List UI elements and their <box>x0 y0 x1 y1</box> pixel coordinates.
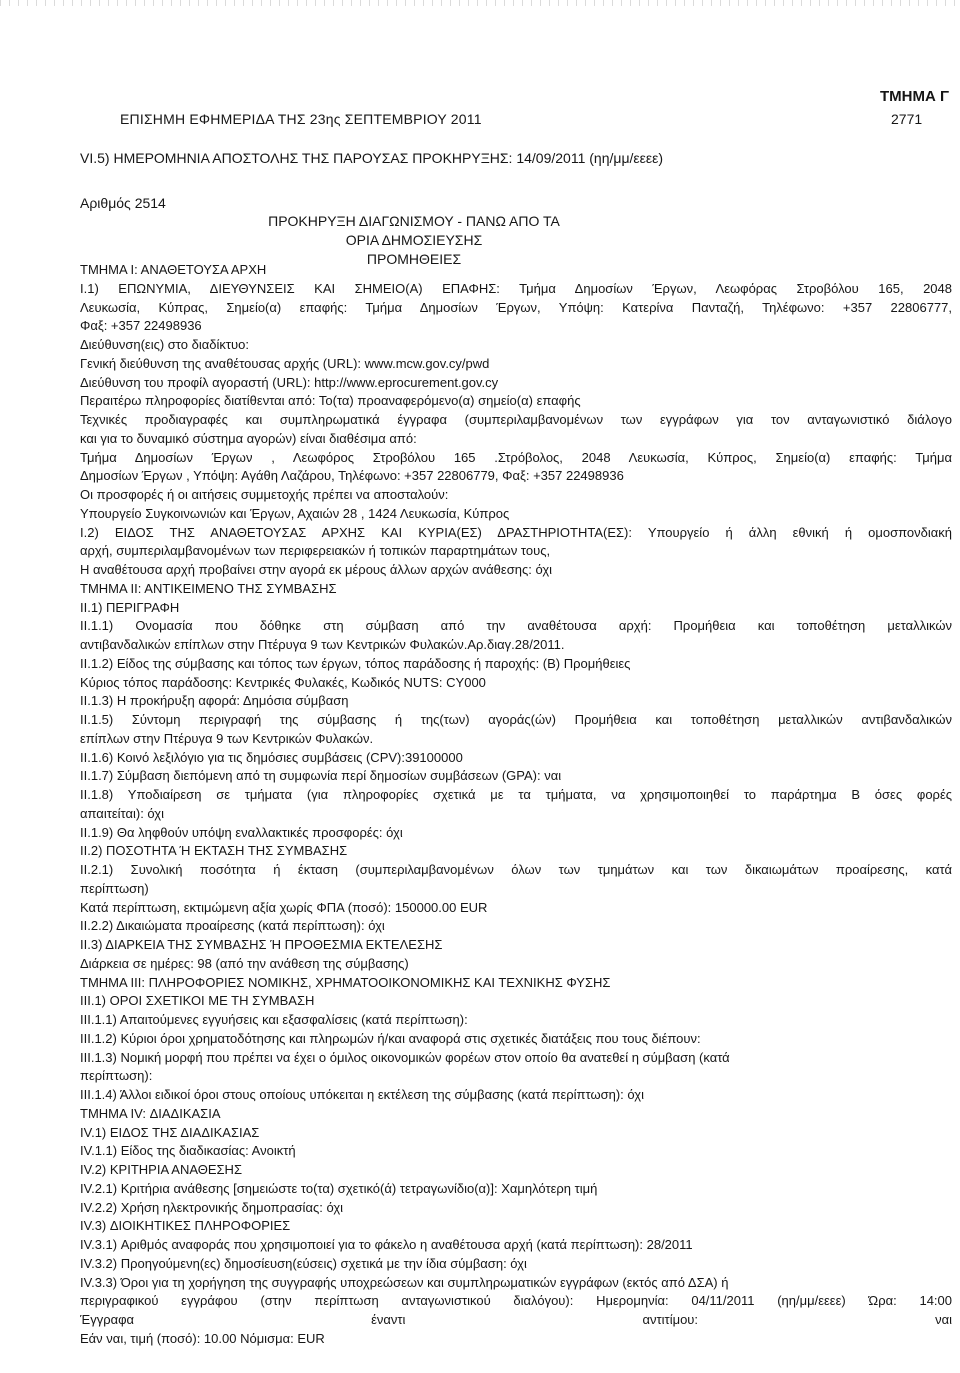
text-line: και για το δυναμικό σύστημα αγορών) είναι διαθέσιμα από: <box>80 430 417 446</box>
notice-title-line: ΠΡΟΚΗΡΥΞΗ ΔΙΑΓΩΝΙΣΜΟΥ - ΠΑΝΩ ΑΠΟ ΤΑ ΟΡΙΑ ΔΗΜΟΣΙΕΥΣΗΣ <box>268 213 560 248</box>
notice-body <box>80 261 960 1349</box>
text-line: περίπτωση) <box>80 880 149 896</box>
text-line: IV.1) ΕΙΔΟΣ ΤΗΣ ΔΙΑΔΙΚΑΣΙΑΣ <box>80 1124 260 1140</box>
notice-title-line: ΠΡΟΜΗΘΕΙΕΣ <box>366 251 462 267</box>
text-line: Ι.1) ΕΠΩΝΥΜΙΑ, ΔΙΕΥΘΥΝΣΕΙΣ ΚΑΙ ΣΗΜΕΙΟ(Α) ΕΠΑΦΗΣ: Τμήμα Δημοσίων Έργων, Λεωφόρας Στροβόλου 165, 2048 <box>80 280 952 296</box>
text-line: Εάν ναι, τιμή (ποσό): 10.00 Νόμισμα: EUR <box>80 1330 325 1346</box>
text-line: IV.3.1) Αριθμός αναφοράς που χρησιμοποιεί για το φάκελο η αναθέτουσα αρχή (κατά περίπτωση): 28/2011 <box>80 1237 693 1252</box>
text-line: IV.2) ΚΡΙΤΗΡΙΑ ΑΝΑΘΕΣΗΣ <box>80 1162 242 1177</box>
text-line: περίπτωση): <box>80 1068 153 1084</box>
text-line: IV.3.2) Προηγούμενη(ες) δημοσίευση(εύσεις) σχετικά με την ίδια σύμβαση: όχι <box>80 1255 527 1271</box>
text-line: απαιτείται): όχι <box>80 805 165 821</box>
text-line: αρχή, συμπεριλαμβανομένων των περιφερειακών ή τοπικών παραρτημάτων τους, <box>80 543 551 559</box>
text-line: ΙΙ.2) ΠΟΣΟΤΗΤΑ Ή ΕΚΤΑΣΗ ΤΗΣ ΣΥΜΒΑΣΗΣ <box>80 843 348 859</box>
text-line: IV.3) ΔΙΟΙΚΗΤΙΚΕΣ ΠΛΗΡΟΦΟΡΙΕΣ <box>80 1218 291 1234</box>
text-line: Τμήμα Δημοσίων Έργων , Λεωφόρος Στροβόλου 165 .Στρόβολος, 2048 Λευκωσία, Κύπρος, Σημείο(α) επαφής: Τμήμα <box>80 449 952 465</box>
text-line: Έγγραφα έναντι αντιτίμου: ναι <box>80 1312 952 1327</box>
text-line: ΤΜΗΜΑ ΙΙ: ΑΝΤΙΚΕΙΜΕΝΟ ΤΗΣ ΣΥΜΒΑΣΗΣ <box>80 580 337 596</box>
text-line: ΙΙΙ.1.3) Νομική μορφή που πρέπει να έχει ο όμιλος οικονομικών φορέων στον οποίο θα ανατεθεί η σύμβαση (κατά <box>80 1049 730 1065</box>
text-line: IV.1.1) Είδος της διαδικασίας: Ανοικτή <box>80 1143 296 1159</box>
text-line: ΙΙΙ.1) ΟΡΟΙ ΣΧΕΤΙΚΟΙ ΜΕ ΤΗ ΣΥΜΒΑΣΗ <box>80 993 315 1009</box>
text-line: ΙΙ.1.2) Είδος της σύμβασης και τόπος των έργων, τόπος παράδοσης ή παροχής: (Β) Προμήθειες <box>80 655 631 671</box>
text-line: ΙΙ.1.6) Κοινό λεξιλόγιο για τις δημόσιες συμβάσεις (CPV):39100000 <box>80 749 463 765</box>
text-line: IV.3.3) Όροι για τη χορήγηση της συγγραφής υποχρεώσεων και συμπληρωματικών εγγράφων (εκτός από ΔΣΑ) ή <box>80 1274 729 1290</box>
text-line: ΙΙ.1.9) Θα ληφθούν υπόψη εναλλακτικές προσφορές: όχι <box>80 824 403 840</box>
scan-edge-marks <box>0 0 960 6</box>
text-line: ΙΙ.1.5) Σύντομη περιγραφή της σύμβασης ή της(των) αγοράς(ών) Προμήθεια και τοποθέτηση μεταλλικών αντιβανδαλικών <box>80 712 952 727</box>
text-line: Λευκωσία, Κύπρας, Σημείο(α) επαφής: Τμήμα Δημοσίων Έργων, Υπόψη: Κατερίνα Πανταζή, Τηλέφωνο: +357 22806777, <box>80 299 952 315</box>
text-line: ΙΙ.2.1) Συνολική ποσότητα ή έκταση (συμπεριλαμβανομένων όλων των τμημάτων και των δικαιωμάτων προαίρεσης, κατά <box>80 862 952 877</box>
text-line: Φαξ: +357 22498936 <box>80 318 202 334</box>
notice-number: Αριθμός 2514 <box>80 195 166 211</box>
text-line: περιγραφικού εγγράφου (στην περίπτωση ανταγωνιστικού διαλόγου): Ημερομηνία: 04/11/2011 (ηη/μμ/εεεε) Ώρα: 14:00 <box>80 1293 952 1309</box>
text-line: ΙΙ.3) ΔΙΑΡΚΕΙΑ ΤΗΣ ΣΥΜΒΑΣΗΣ Ή ΠΡΟΘΕΣΜΙΑ ΕΚΤΕΛΕΣΗΣ <box>80 937 443 952</box>
dispatch-date: VI.5) ΗΜΕΡΟΜΗΝΙΑ ΑΠΟΣΤΟΛΗΣ ΤΗΣ ΠΑΡΟΥΣΑΣ ΠΡΟΚΗΡΥΞΗΣ: 14/09/2011 (ηη/μμ/εεεε) <box>80 150 664 166</box>
text-line: επίπλων στην Πτέρυγα 9 των Κεντρικών Φυλακών. <box>80 730 374 746</box>
text-line: Τεχνικές προδιαγραφές και συμπληρωματικά έγγραφα (συμπεριλαμβανομένων των εγγράφων για τον ανταγωνιστικό διάλογο <box>80 412 952 427</box>
page-number: 2771 <box>891 111 923 127</box>
text-line: ΙΙΙ.1.4) Άλλοι ειδικοί όροι στους οποίους υπόκειται η εκτέλεση της σύμβασης (κατά περίπτωση): όχι <box>80 1087 645 1102</box>
text-line: ΙΙΙ.1.1) Απαιτούμενες εγγυήσεις και εξασφαλίσεις (κατά περίπτωση): <box>80 1012 468 1027</box>
text-line: Υπουργείο Συγκοινωνιών και Έργων, Αχαιών 28 , 1424 Λευκωσία, Κύπρος <box>80 505 510 521</box>
section-label: ΤΜΗΜΑ Γ <box>880 88 950 105</box>
text-line: Γενική διεύθυνση της αναθέτουσας αρχής (URL): www.mcw.gov.cy/pwd <box>80 355 490 371</box>
text-line: ΙΙ.1.1) Ονομασία που δόθηκε στη σύμβαση από την αναθέτουσα αρχή: Προμήθεια και τοποθέτηση μεταλλικών <box>80 618 952 634</box>
text-line: Η αναθέτουσα αρχή προβαίνει στην αγορά εκ μέρους άλλων αρχών ανάθεσης: όχι <box>80 562 553 577</box>
text-line: Κύριος τόπος παράδοσης: Κεντρικές Φυλακές, Κωδικός NUTS: CY000 <box>80 674 486 690</box>
text-line: Περαιτέρω πληροφορίες διατίθενται από: Το(τα) προαναφερόμενο(α) σημείο(α) επαφής <box>80 393 581 409</box>
text-line: ΙΙ.1) ΠΕΡΙΓΡΑΦΗ <box>80 599 180 615</box>
text-line: ΙΙ.1.3) Η προκήρυξη αφορά: Δημόσια σύμβαση <box>80 693 349 709</box>
text-line: ΤΜΗΜΑ IV: ΔΙΑΔΙΚΑΣΙΑ <box>80 1105 221 1121</box>
text-line: αντιβανδαλικών επίπλων στην Πτέρυγα 9 των Κεντρικών Φυλακών.Αρ.διαγ.28/2011. <box>80 637 565 652</box>
text-line: IV.2.1) Κριτήρια ανάθεσης [σημειώστε το(τα) σχετικό(ά) τετραγωνίδιο(α)]: Χαμηλότερη τιμή <box>80 1180 598 1196</box>
text-line: ΤΜΗΜΑ ΙΙΙ: ΠΛΗΡΟΦΟΡΙΕΣ ΝΟΜΙΚΗΣ, ΧΡΗΜΑΤΟΟΙΚΟΝΟΜΙΚΗΣ ΚΑΙ ΤΕΧΝΙΚΗΣ ΦΥΣΗΣ <box>80 974 611 990</box>
text-line: Διάρκεια σε ημέρες: 98 (από την ανάθεση της σύμβασης) <box>80 955 409 971</box>
text-line: ΙΙΙ.1.2) Κύριοι όροι χρηματοδότησης και πληρωμών ή/και αναφορά στις σχετικές διατάξεις που τους διέπουν: <box>80 1030 701 1046</box>
text-line: IV.2.2) Χρήση ηλεκτρονικής δημοπρασίας: όχι <box>80 1199 344 1215</box>
text-line: ΙΙ.2.2) Δικαιώματα προαίρεσης (κατά περίπτωση): όχι <box>80 918 385 934</box>
text-line: Διεύθυνση(εις) στο διαδίκτυο: <box>80 337 249 352</box>
text-line: ΙΙ.1.7) Σύμβαση διεπόμενη από τη συμφωνία περί δημοσίων συμβάσεων (GPA): ναι <box>80 768 562 784</box>
text-line: ΤΜΗΜΑ Ι: ΑΝΑΘΕΤΟΥΣΑ ΑΡΧΗ <box>80 262 267 277</box>
text-line: Διεύθυνση του προφίλ αγοραστή (URL): http://www.eprocurement.gov.cy <box>80 374 499 390</box>
text-line: Οι προσφορές ή οι αιτήσεις συμμετοχής πρέπει να αποσταλούν: <box>80 487 449 502</box>
text-line: Δημοσίων Έργων , Υπόψη: Αγάθη Λαζάρου, Τηλέφωνο: +357 22806779, Φαξ: +357 22498936 <box>80 468 624 484</box>
gazette-title: ΕΠΙΣΗΜΗ ΕΦΗΜΕΡΙΔΑ ΤΗΣ 23ης ΣΕΠΤΕΜΒΡΙΟΥ 2011 <box>120 111 482 127</box>
text-line: Κατά περίπτωση, εκτιμώμενη αξία χωρίς ΦΠΑ (ποσό): 150000.00 EUR <box>80 899 488 915</box>
text-line: Ι.2) ΕΙΔΟΣ ΤΗΣ ΑΝΑΘΕΤΟΥΣΑΣ ΑΡΧΗΣ ΚΑΙ ΚΥΡΙΑ(ΕΣ) ΔΡΑΣΤΗΡΙΟΤΗΤΑ(ΕΣ): Υπουργείο ή άλλη εθνική ή ομοσπονδιακή <box>80 524 952 540</box>
text-line: ΙΙ.1.8) Υποδιαίρεση σε τμήματα (για πληροφορίες σχετικά με τα τμήματα, να χρησιμοποιηθεί το παράρτημα Β όσες φορές <box>80 787 952 802</box>
